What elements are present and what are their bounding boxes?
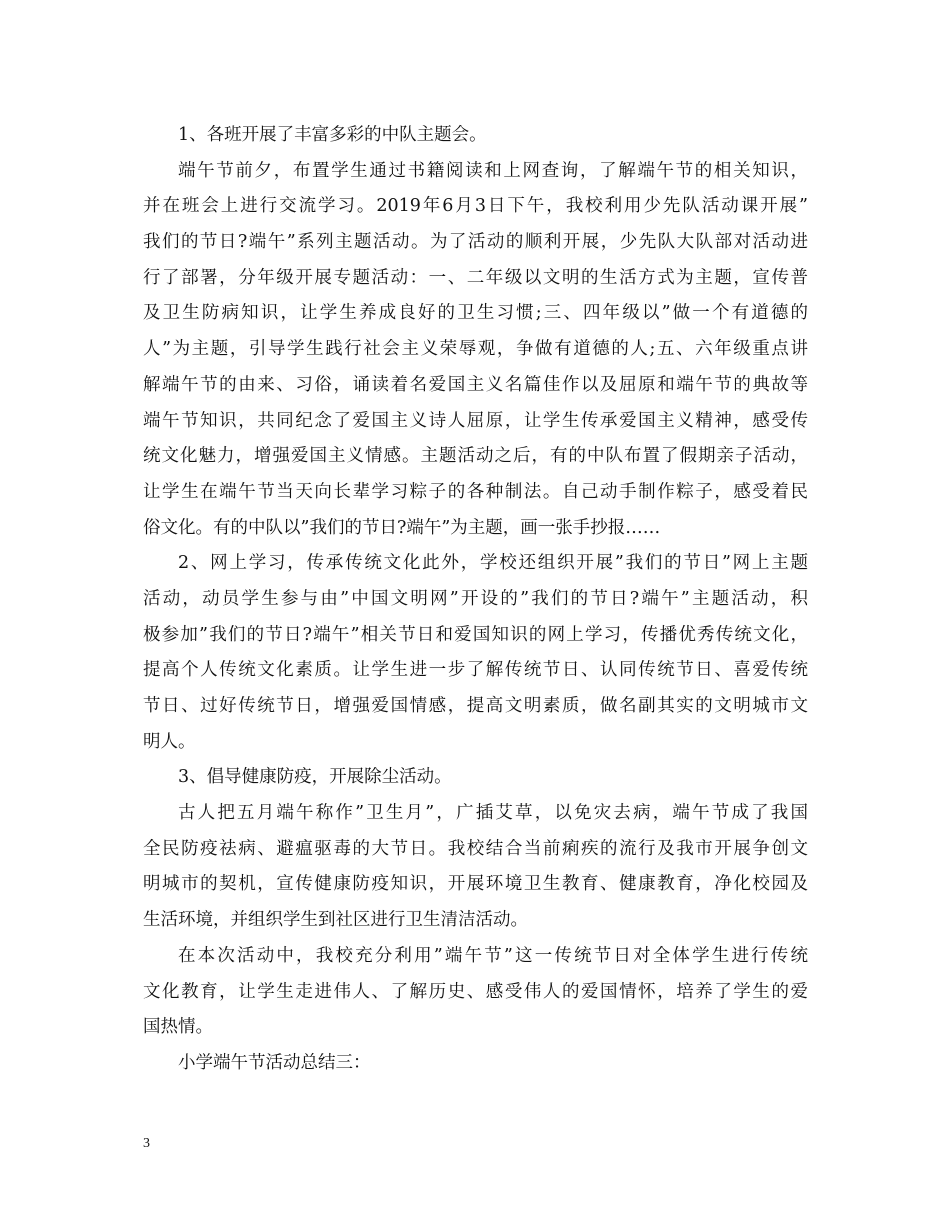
- paragraph-line: 明人。: [143, 731, 196, 752]
- paragraph-line: 活动，动员学生参与由”中国文明网”开设的”我们的节日?端午”主题活动，积: [143, 588, 808, 609]
- paragraph-line: 文化教育，让学生走进伟人、了解历史、感受伟人的爱国情怀，培养了学生的爱: [143, 981, 808, 1002]
- paragraph-line: 解端午节的由来、习俗，诵读着名爱国主义名篇佳作以及屈原和端午节的典故等: [143, 374, 808, 395]
- paragraph-line: 并在班会上进行交流学习。2019年6月3日下午，我校利用少先队活动课开展”: [143, 196, 808, 217]
- paragraph-line: 我们的节日?端午”系列主题活动。为了活动的顺利开展，少先队大队部对活动进: [143, 232, 808, 253]
- paragraph-line: 明城市的契机，宣传健康防疫知识，开展环境卫生教育、健康教育，净化校园及: [143, 874, 808, 895]
- paragraph-line: 俗文化。有的中队以”我们的节日?端午”为主题，画一张手抄报……: [143, 517, 661, 538]
- paragraph-line: 节日、过好传统节日，增强爱国情感，提高文明素质，做名副其实的文明城市文: [143, 696, 808, 716]
- paragraph-line: 2、网上学习，传承传统文化此外，学校还组织开展”我们的节日”网上主题: [178, 553, 808, 574]
- body-text: [143, 118, 808, 1082]
- paragraph-line: 提高个人传统文化素质。让学生进一步了解传统节日、认同传统节日、喜爱传统: [143, 660, 808, 681]
- paragraph-line: 人”为主题，引导学生践行社会主义荣辱观，争做有道德的人;五、六年级重点讲: [143, 339, 808, 360]
- paragraph-line: 统文化魅力，增强爱国主义情感。主题活动之后，有的中队布置了假期亲子活动，: [143, 446, 808, 467]
- paragraph-line: 国热情。: [143, 1017, 213, 1038]
- paragraph-line: 古人把五月端午称作”卫生月”，广插艾草，以免灾去病，端午节成了我国: [178, 803, 808, 824]
- paragraph-line: 3、倡导健康防疫，开展除尘活动。: [178, 767, 452, 788]
- paragraph-line: 生活环境，并组织学生到社区进行卫生清洁活动。: [143, 910, 528, 931]
- paragraph-line: 端午节知识，共同纪念了爱国主义诗人屈原，让学生传承爱国主义精神，感受传: [143, 410, 808, 431]
- paragraph-line: 小学端午节活动总结三：: [178, 1052, 371, 1073]
- paragraph-line: 全民防疫祛病、避瘟驱毒的大节日。我校结合当前痢疾的流行及我市开展争创文: [143, 838, 808, 859]
- paragraph-line: 端午节前夕，布置学生通过书籍阅读和上网查询，了解端午节的相关知识，: [178, 160, 808, 181]
- paragraph-line: 1、各班开展了丰富多彩的中队主题会。: [178, 125, 487, 145]
- page-number: 3: [143, 1136, 150, 1151]
- paragraph-line: 极参加”我们的节日?端午”相关节日和爱国知识的网上学习，传播优秀传统文化，: [143, 624, 808, 645]
- paragraph-line: 让学生在端午节当天向长辈学习粽子的各种制法。自己动手制作粽子，感受着民: [143, 481, 808, 502]
- paragraph-line: 行了部署，分年级开展专题活动：一、二年级以文明的生活方式为主题，宣传普: [143, 267, 808, 288]
- paragraph-line: 及卫生防病知识，让学生养成良好的卫生习惯;三、四年级以”做一个有道德的: [143, 303, 808, 324]
- paragraph-line: 在本次活动中，我校充分利用”端午节”这一传统节日对全体学生进行传统: [178, 945, 808, 966]
